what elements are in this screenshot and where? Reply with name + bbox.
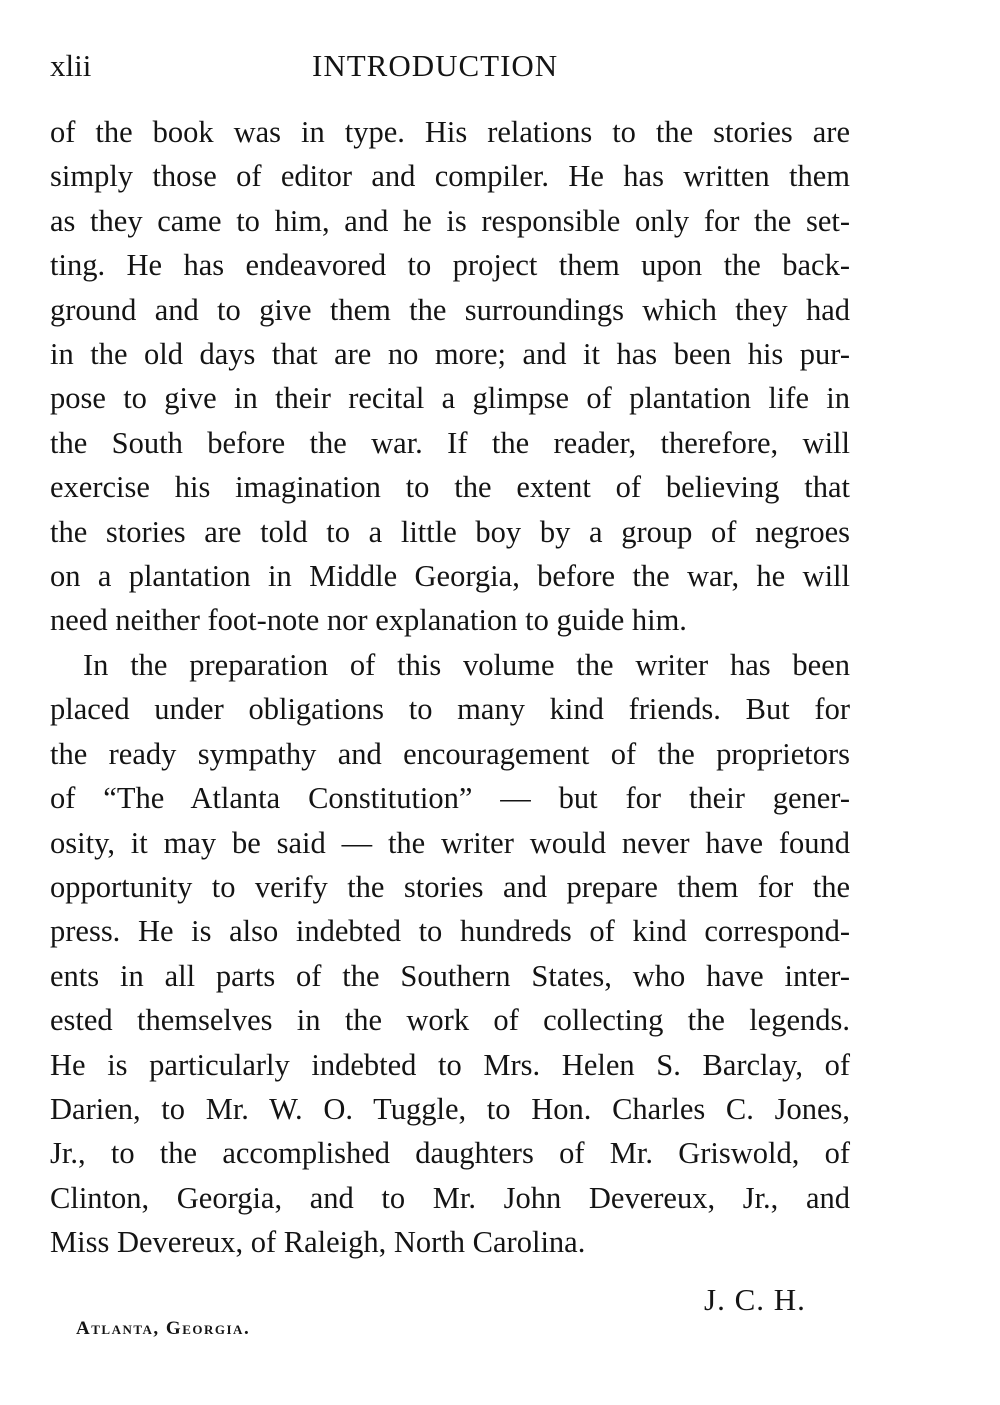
text-line: He is particularly indebted to Mrs. Helen S. Barclay, of bbox=[50, 1047, 850, 1082]
place-line: Atlanta, Georgia. bbox=[76, 1318, 251, 1339]
text-line: the South before the war. If the reader, therefore, will bbox=[50, 425, 850, 460]
text-line: in the old days that are no more; and it has been his pur- bbox=[50, 337, 850, 372]
running-head bbox=[50, 44, 850, 88]
text-line: ents in all parts of the Southern States, who have inter- bbox=[50, 958, 850, 993]
text-line: osity, it may be said — the writer would never have found bbox=[50, 825, 850, 860]
text-line: need neither foot-note nor explanation to guide him. bbox=[50, 603, 687, 638]
page-number: xlii bbox=[50, 48, 92, 83]
text-line: ested themselves in the work of collecting the legends. bbox=[50, 1003, 850, 1038]
body-text bbox=[50, 110, 850, 1265]
text-line: the stories are told to a little boy by a group of negroes bbox=[50, 514, 850, 549]
text-line: on a plantation in Middle Georgia, before the war, he will bbox=[50, 559, 850, 594]
paragraph-2 bbox=[50, 643, 850, 1265]
paragraph-1 bbox=[50, 110, 850, 643]
text-line: ground and to give them the surroundings which they had bbox=[50, 292, 850, 327]
text-line: pose to give in their recital a glimpse of plantation life in bbox=[50, 381, 850, 416]
text-line: ting. He has endeavored to project them upon the back- bbox=[50, 248, 850, 283]
text-line: of the book was in type. His relations to the stories are bbox=[50, 115, 850, 149]
text-line: In the preparation of this volume the writer has been bbox=[83, 647, 850, 682]
text-line: Clinton, Georgia, and to Mr. John Devereux, Jr., and bbox=[50, 1180, 850, 1215]
text-line: placed under obligations to many kind friends. But for bbox=[50, 692, 850, 727]
running-title: INTRODUCTION bbox=[312, 48, 559, 83]
text-line: exercise his imagination to the extent of believing that bbox=[50, 470, 850, 505]
text-line: press. He is also indebted to hundreds of kind correspond- bbox=[50, 914, 850, 949]
author-initials: J. C. H. bbox=[704, 1282, 806, 1317]
text-line: simply those of editor and compiler. He has written them bbox=[50, 159, 850, 194]
text-line: of “The Atlanta Constitution” — but for their gener- bbox=[50, 781, 850, 816]
text-line: the ready sympathy and encouragement of the proprietors bbox=[50, 736, 850, 771]
text-line: as they came to him, and he is responsible only for the set- bbox=[50, 203, 850, 238]
text-line: Miss Devereux, of Raleigh, North Carolina. bbox=[50, 1225, 586, 1260]
text-line: opportunity to verify the stories and prepare them for the bbox=[50, 869, 850, 904]
text-line: Darien, to Mr. W. O. Tuggle, to Hon. Charles C. Jones, bbox=[50, 1091, 850, 1126]
text-line: Jr., to the accomplished daughters of Mr. Griswold, of bbox=[50, 1136, 850, 1171]
